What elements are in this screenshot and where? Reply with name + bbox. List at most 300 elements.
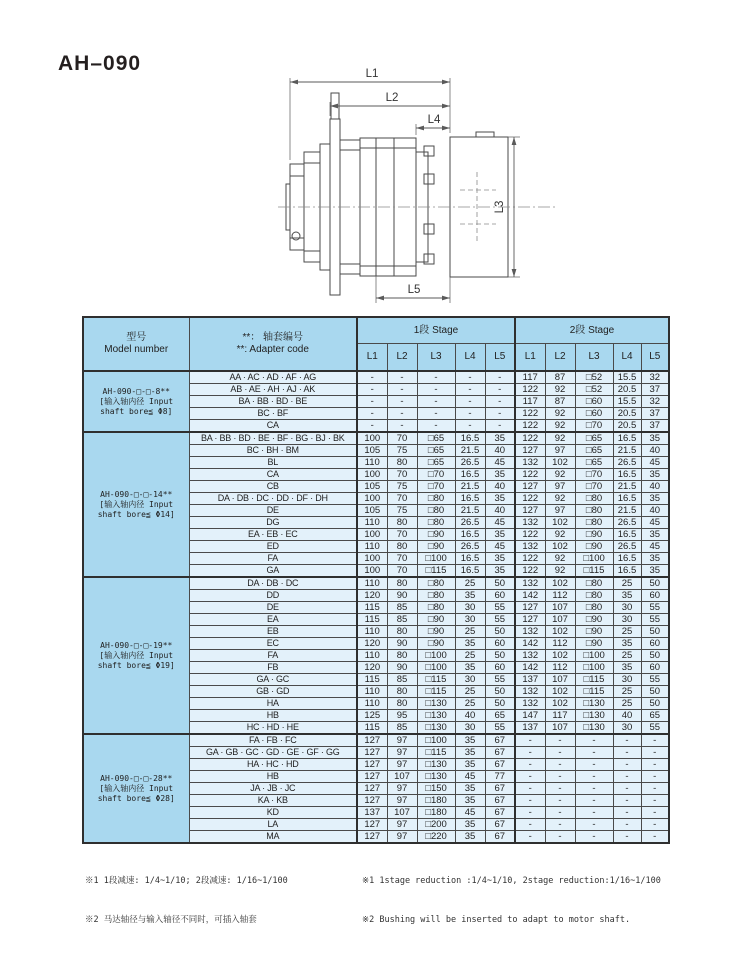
dim-value-cell: 90 <box>387 662 417 674</box>
dim-value-cell: 60 <box>485 662 515 674</box>
dim-value-cell: 26.5 <box>455 517 485 529</box>
dim-value-cell: 50 <box>485 650 515 662</box>
dim-value-cell: 107 <box>545 614 575 626</box>
dim-value-cell: 35 <box>641 432 669 445</box>
dim-value-cell: 132 <box>515 626 545 638</box>
dim-value-cell: 117 <box>515 396 545 408</box>
adapter-code-cell: DE <box>189 602 357 614</box>
dim-value-cell: 16.5 <box>455 529 485 541</box>
dim-value-cell: - <box>387 420 417 433</box>
dim-value-cell: - <box>515 771 545 783</box>
dim-value-cell: - <box>455 371 485 384</box>
dim-value-cell: 97 <box>387 734 417 747</box>
dim-value-cell: 122 <box>515 493 545 505</box>
dim-value-cell: 142 <box>515 638 545 650</box>
dim-value-cell: - <box>387 371 417 384</box>
dim-value-cell: □100 <box>575 650 613 662</box>
dim-value-cell: - <box>417 420 455 433</box>
header-row-stages <box>83 317 669 344</box>
dim-value-cell: 132 <box>515 517 545 529</box>
dim-value-cell: 102 <box>545 517 575 529</box>
dim-value-cell: 21.5 <box>613 505 641 517</box>
dim-value-cell: 35 <box>613 662 641 674</box>
dim-value-cell: □80 <box>575 602 613 614</box>
dim-value-cell: 127 <box>357 734 387 747</box>
adapter-code-cell: EA <box>189 614 357 626</box>
dim-value-cell: 35 <box>641 529 669 541</box>
dim-value-cell: - <box>613 759 641 771</box>
dim-value-cell: 92 <box>545 420 575 433</box>
dim-value-cell: □90 <box>417 626 455 638</box>
dim-value-cell: □60 <box>575 396 613 408</box>
dim-value-cell: 115 <box>357 722 387 735</box>
dim-value-cell: 55 <box>641 674 669 686</box>
dim-value-cell: 70 <box>387 493 417 505</box>
dim-value-cell: - <box>515 831 545 844</box>
dim-value-cell: 97 <box>545 505 575 517</box>
dim-value-cell: 16.5 <box>613 565 641 578</box>
header-s1-l2: L2 <box>387 344 417 372</box>
dim-value-cell: 40 <box>641 481 669 493</box>
dim-value-cell: □70 <box>417 481 455 493</box>
dim-value-cell: 80 <box>387 698 417 710</box>
dim-value-cell: 65 <box>641 710 669 722</box>
dim-value-cell: - <box>613 819 641 831</box>
dim-value-cell: - <box>575 759 613 771</box>
dim-label-l3: L3 <box>494 200 506 214</box>
dim-value-cell: 21.5 <box>455 445 485 457</box>
dim-value-cell: 97 <box>545 481 575 493</box>
dim-value-cell: 110 <box>357 686 387 698</box>
dim-value-cell: 127 <box>515 602 545 614</box>
dim-value-cell: 50 <box>485 577 515 590</box>
footnotes-chinese <box>85 849 288 953</box>
dim-value-cell: 97 <box>545 445 575 457</box>
dim-value-cell: - <box>613 734 641 747</box>
dim-value-cell: 30 <box>455 614 485 626</box>
dim-value-cell: □80 <box>417 577 455 590</box>
dim-value-cell: 112 <box>545 638 575 650</box>
dim-value-cell: 35 <box>641 493 669 505</box>
dim-value-cell: - <box>641 734 669 747</box>
header-model-en: Model number <box>104 344 169 355</box>
dim-value-cell: - <box>515 807 545 819</box>
adapter-code-cell: BA · BB · BD · BE <box>189 396 357 408</box>
header-s1-l3: L3 <box>417 344 455 372</box>
dim-value-cell: - <box>515 795 545 807</box>
dim-value-cell: □65 <box>575 432 613 445</box>
dim-label-l2: L2 <box>385 92 399 104</box>
dim-value-cell: 45 <box>641 517 669 529</box>
dim-value-cell: 75 <box>387 481 417 493</box>
dim-value-cell: 67 <box>485 759 515 771</box>
dim-value-cell: - <box>455 396 485 408</box>
dim-value-cell: □150 <box>417 783 455 795</box>
dim-value-cell: 25 <box>613 686 641 698</box>
dim-value-cell: 40 <box>485 445 515 457</box>
dim-value-cell: - <box>417 384 455 396</box>
dim-value-cell: □100 <box>417 734 455 747</box>
dim-value-cell: - <box>387 384 417 396</box>
dim-value-cell: 35 <box>641 469 669 481</box>
adapter-code-cell: DA · DB · DC <box>189 577 357 590</box>
dim-value-cell: 137 <box>515 722 545 735</box>
adapter-code-cell: FA <box>189 553 357 565</box>
dim-value-cell: 50 <box>641 686 669 698</box>
dim-value-cell: - <box>485 420 515 433</box>
dim-value-cell: 127 <box>357 819 387 831</box>
dim-value-cell: □80 <box>575 577 613 590</box>
dim-value-cell: 92 <box>545 408 575 420</box>
dim-value-cell: 50 <box>641 698 669 710</box>
dim-value-cell: □80 <box>417 517 455 529</box>
dim-value-cell: 137 <box>357 807 387 819</box>
dim-value-cell: - <box>545 819 575 831</box>
dim-value-cell: 102 <box>545 541 575 553</box>
footnote-cn-1: ※1 1段减速: 1/4~1/10; 2段减速: 1/16~1/100 <box>85 876 288 886</box>
dim-value-cell: 77 <box>485 771 515 783</box>
dim-value-cell: 132 <box>515 577 545 590</box>
dim-value-cell: 67 <box>485 819 515 831</box>
dim-value-cell: 85 <box>387 614 417 626</box>
dim-value-cell: 50 <box>641 650 669 662</box>
dim-value-cell: 132 <box>515 541 545 553</box>
dim-value-cell: 97 <box>387 819 417 831</box>
dim-value-cell: 125 <box>357 710 387 722</box>
dim-value-cell: 92 <box>545 432 575 445</box>
dim-value-cell: 142 <box>515 662 545 674</box>
dim-value-cell: - <box>515 783 545 795</box>
adapter-code-cell: AA · AC · AD · AF · AG <box>189 371 357 384</box>
adapter-code-cell: GA <box>189 565 357 578</box>
dim-value-cell: - <box>575 771 613 783</box>
dim-value-cell: 67 <box>485 795 515 807</box>
dim-value-cell: 45 <box>485 517 515 529</box>
dim-value-cell: 25 <box>455 650 485 662</box>
dim-value-cell: 15.5 <box>613 371 641 384</box>
dim-value-cell: □130 <box>417 771 455 783</box>
dim-value-cell: 122 <box>515 553 545 565</box>
header-s1-l5: L5 <box>485 344 515 372</box>
dim-value-cell: 55 <box>641 722 669 735</box>
footnote-cn-2: ※2 马达轴径与输入轴径不同时，可插入轴套 <box>85 915 257 925</box>
dim-value-cell: 107 <box>545 602 575 614</box>
dim-value-cell: 55 <box>485 722 515 735</box>
dim-value-cell: - <box>575 831 613 844</box>
dim-value-cell: 60 <box>485 590 515 602</box>
dim-value-cell: 75 <box>387 445 417 457</box>
dim-value-cell: 110 <box>357 577 387 590</box>
dim-value-cell: 35 <box>485 529 515 541</box>
dim-value-cell: - <box>545 759 575 771</box>
dim-value-cell: □100 <box>575 662 613 674</box>
dim-value-cell: 132 <box>515 457 545 469</box>
dim-value-cell: 105 <box>357 445 387 457</box>
dim-value-cell: 20.5 <box>613 420 641 433</box>
page-title: AH–090 <box>58 52 142 75</box>
dim-value-cell: - <box>357 420 387 433</box>
dim-value-cell: □70 <box>575 420 613 433</box>
dim-value-cell: □90 <box>417 541 455 553</box>
dim-value-cell: - <box>515 759 545 771</box>
dim-value-cell: 132 <box>515 650 545 662</box>
dim-value-cell: □220 <box>417 831 455 844</box>
adapter-code-cell: FB <box>189 662 357 674</box>
dim-value-cell: - <box>515 734 545 747</box>
dim-value-cell: 142 <box>515 590 545 602</box>
dim-value-cell: 30 <box>613 674 641 686</box>
dim-value-cell: 35 <box>455 638 485 650</box>
dim-value-cell: - <box>455 420 485 433</box>
dim-value-cell: 70 <box>387 553 417 565</box>
dim-value-cell: □65 <box>417 457 455 469</box>
dim-value-cell: 67 <box>485 734 515 747</box>
footnotes-english <box>362 849 661 953</box>
dim-value-cell: 37 <box>641 384 669 396</box>
dim-value-cell: 97 <box>387 831 417 844</box>
dim-value-cell: 35 <box>455 819 485 831</box>
dim-value-cell: 107 <box>545 674 575 686</box>
dim-value-cell: 25 <box>455 686 485 698</box>
adapter-code-cell: CA <box>189 420 357 433</box>
header-model-number <box>83 317 189 371</box>
adapter-code-cell: AB · AE · AH · AJ · AK <box>189 384 357 396</box>
dim-value-cell: 35 <box>485 565 515 578</box>
dim-value-cell: 137 <box>515 674 545 686</box>
dim-value-cell: 67 <box>485 807 515 819</box>
dim-value-cell: 45 <box>455 771 485 783</box>
dim-value-cell: - <box>485 371 515 384</box>
adapter-code-cell: MA <box>189 831 357 844</box>
dim-value-cell: 132 <box>515 686 545 698</box>
dim-value-cell: □60 <box>575 408 613 420</box>
header-adapter-cn: **： 轴套编号 <box>242 332 304 343</box>
dim-value-cell: 35 <box>485 432 515 445</box>
adapter-code-cell: CB <box>189 481 357 493</box>
dim-value-cell: 35 <box>641 565 669 578</box>
dim-value-cell: □200 <box>417 819 455 831</box>
dim-value-cell: 21.5 <box>455 505 485 517</box>
dim-value-cell: - <box>357 396 387 408</box>
dim-value-cell: 35 <box>641 553 669 565</box>
header-adapter-en: **: Adapter code <box>236 344 309 355</box>
adapter-code-cell: BC · BF <box>189 408 357 420</box>
adapter-code-cell: GA · GB · GC · GD · GE · GF · GG <box>189 747 357 759</box>
dim-value-cell: - <box>641 795 669 807</box>
table-row <box>83 577 669 590</box>
adapter-code-cell: HB <box>189 771 357 783</box>
dim-value-cell: □90 <box>575 638 613 650</box>
dim-value-cell: 110 <box>357 626 387 638</box>
dim-value-cell: 97 <box>387 795 417 807</box>
dim-value-cell: 122 <box>515 529 545 541</box>
dim-value-cell: □130 <box>417 710 455 722</box>
dim-value-cell: 115 <box>357 674 387 686</box>
dim-value-cell: 16.5 <box>455 469 485 481</box>
dim-value-cell: □180 <box>417 807 455 819</box>
dim-value-cell: 16.5 <box>455 432 485 445</box>
dim-value-cell: 107 <box>387 771 417 783</box>
dim-value-cell: □80 <box>575 493 613 505</box>
dim-value-cell: 50 <box>641 626 669 638</box>
dim-value-cell: 16.5 <box>613 553 641 565</box>
dim-value-cell: 100 <box>357 432 387 445</box>
dim-value-cell: 100 <box>357 529 387 541</box>
dim-value-cell: 40 <box>455 710 485 722</box>
gearhead-outline <box>286 93 508 295</box>
dim-value-cell: □115 <box>575 674 613 686</box>
dim-value-cell: 120 <box>357 590 387 602</box>
dim-value-cell: □65 <box>575 457 613 469</box>
dim-value-cell: 30 <box>613 602 641 614</box>
dim-value-cell: - <box>641 747 669 759</box>
dim-value-cell: 50 <box>485 698 515 710</box>
dim-value-cell: 35 <box>613 590 641 602</box>
dim-value-cell: 127 <box>357 795 387 807</box>
dim-value-cell: □80 <box>417 505 455 517</box>
adapter-code-cell: EB <box>189 626 357 638</box>
dim-value-cell: 25 <box>613 577 641 590</box>
dim-value-cell: 35 <box>613 638 641 650</box>
dim-value-cell: □80 <box>575 590 613 602</box>
model-number-cell: AH-090-□-□-19** [输入轴内径 Input shaft bore≦ Φ19] <box>83 577 189 734</box>
dim-value-cell: 112 <box>545 662 575 674</box>
dim-value-cell: 35 <box>455 734 485 747</box>
dim-value-cell: 92 <box>545 529 575 541</box>
dimension-arrows <box>290 80 516 301</box>
dim-value-cell: 55 <box>641 614 669 626</box>
dim-value-cell: 92 <box>545 384 575 396</box>
dim-value-cell: 16.5 <box>455 565 485 578</box>
dim-value-cell: □130 <box>575 710 613 722</box>
adapter-code-cell: KD <box>189 807 357 819</box>
dim-value-cell: 90 <box>387 638 417 650</box>
dim-value-cell: 20.5 <box>613 384 641 396</box>
dim-value-cell: 60 <box>485 638 515 650</box>
dim-value-cell: - <box>545 771 575 783</box>
header-stage1: 1段 Stage <box>357 317 515 344</box>
dim-value-cell: 122 <box>515 420 545 433</box>
dim-value-cell: 60 <box>641 662 669 674</box>
dim-value-cell: 105 <box>357 481 387 493</box>
dim-value-cell: 60 <box>641 638 669 650</box>
header-s2-l3: L3 <box>575 344 613 372</box>
dim-value-cell: - <box>641 783 669 795</box>
dim-value-cell: □90 <box>417 529 455 541</box>
dim-value-cell: 35 <box>485 469 515 481</box>
dim-value-cell: 85 <box>387 674 417 686</box>
dim-value-cell: 30 <box>455 602 485 614</box>
dim-value-cell: 21.5 <box>613 445 641 457</box>
dim-value-cell: - <box>485 384 515 396</box>
dim-value-cell: 127 <box>357 783 387 795</box>
dim-value-cell: - <box>545 831 575 844</box>
dim-value-cell: - <box>641 819 669 831</box>
dim-value-cell: 107 <box>387 807 417 819</box>
dim-value-cell: 90 <box>387 590 417 602</box>
dim-value-cell: - <box>357 408 387 420</box>
adapter-code-cell: JA · JB · JC <box>189 783 357 795</box>
dim-value-cell: □52 <box>575 384 613 396</box>
adapter-code-cell: DD <box>189 590 357 602</box>
dim-value-cell: - <box>641 831 669 844</box>
header-adapter-code <box>189 317 357 371</box>
adapter-code-cell: BL <box>189 457 357 469</box>
dim-value-cell: 132 <box>515 698 545 710</box>
dim-value-cell: 50 <box>485 626 515 638</box>
dim-value-cell: □130 <box>417 722 455 735</box>
dim-value-cell: 120 <box>357 662 387 674</box>
dim-value-cell: 30 <box>613 614 641 626</box>
dim-value-cell: 127 <box>515 445 545 457</box>
adapter-code-cell: GB · GD <box>189 686 357 698</box>
dim-value-cell: 35 <box>485 493 515 505</box>
adapter-code-cell: DE <box>189 505 357 517</box>
dim-value-cell: - <box>613 831 641 844</box>
dim-value-cell: □70 <box>417 469 455 481</box>
dim-value-cell: 45 <box>641 457 669 469</box>
footnote-en-2: ※2 Bushing will be inserted to adapt to motor shaft. <box>362 915 631 925</box>
adapter-code-cell: HA · HC · HD <box>189 759 357 771</box>
spec-table-section <box>82 316 670 844</box>
dim-value-cell: 26.5 <box>613 541 641 553</box>
dim-value-cell: 40 <box>485 505 515 517</box>
dim-value-cell: - <box>613 795 641 807</box>
dim-value-cell: 122 <box>515 469 545 481</box>
dim-value-cell: - <box>485 396 515 408</box>
dim-value-cell: □100 <box>417 553 455 565</box>
dim-value-cell: 21.5 <box>613 481 641 493</box>
adapter-code-cell: GA · GC <box>189 674 357 686</box>
dim-value-cell: □100 <box>417 662 455 674</box>
dim-value-cell: □70 <box>575 469 613 481</box>
dim-value-cell: - <box>545 747 575 759</box>
dim-value-cell: - <box>455 408 485 420</box>
dim-value-cell: 35 <box>455 783 485 795</box>
table-row <box>83 371 669 384</box>
dim-value-cell: □90 <box>575 626 613 638</box>
dim-value-cell: - <box>641 807 669 819</box>
dim-value-cell: 45 <box>485 457 515 469</box>
dim-value-cell: □130 <box>417 759 455 771</box>
dim-value-cell: 127 <box>357 831 387 844</box>
dim-value-cell: 45 <box>485 541 515 553</box>
dim-value-cell: □90 <box>417 638 455 650</box>
dim-value-cell: □80 <box>417 602 455 614</box>
dim-value-cell: 67 <box>485 747 515 759</box>
dim-value-cell: 70 <box>387 469 417 481</box>
adapter-code-cell: CA <box>189 469 357 481</box>
adapter-code-cell: HC · HD · HE <box>189 722 357 735</box>
table-row <box>83 432 669 445</box>
dim-value-cell: 21.5 <box>455 481 485 493</box>
dim-value-cell: 110 <box>357 650 387 662</box>
dim-value-cell: 127 <box>515 614 545 626</box>
dim-value-cell: □130 <box>575 722 613 735</box>
dim-value-cell: 30 <box>613 722 641 735</box>
dim-value-cell: 80 <box>387 517 417 529</box>
adapter-code-cell: EA · EB · EC <box>189 529 357 541</box>
dim-value-cell: 92 <box>545 553 575 565</box>
dim-value-cell: 40 <box>485 481 515 493</box>
dim-value-cell: - <box>641 771 669 783</box>
dim-value-cell: □65 <box>417 445 455 457</box>
dim-value-cell: 55 <box>485 674 515 686</box>
dim-value-cell: 35 <box>455 795 485 807</box>
dim-value-cell: 25 <box>613 650 641 662</box>
dim-value-cell: - <box>357 371 387 384</box>
dim-value-cell: - <box>575 783 613 795</box>
